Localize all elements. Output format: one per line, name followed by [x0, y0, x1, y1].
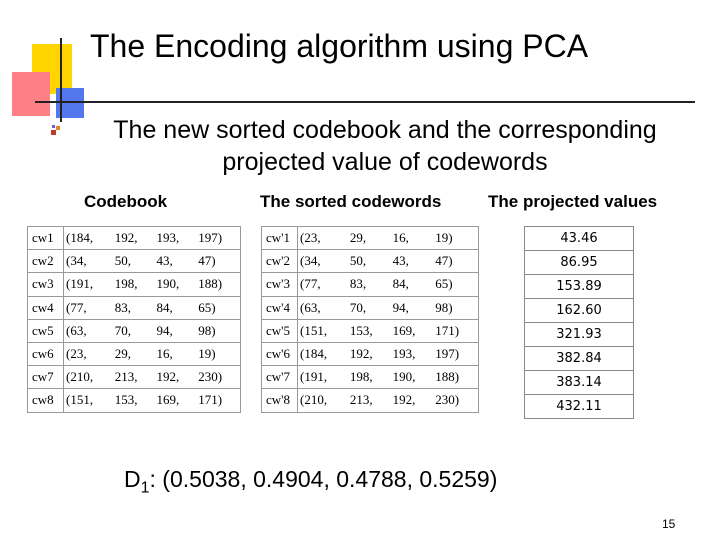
sorted-codeword-row [262, 250, 479, 273]
sorted-codeword-row [262, 319, 479, 342]
projected-value: 153.89 [525, 275, 634, 299]
codeword-value: 65) [433, 273, 478, 296]
codeword-value: 192, [113, 227, 155, 250]
codebook-row [28, 389, 241, 412]
decor-horizontal-line [35, 101, 695, 103]
page-number: 15 [662, 517, 676, 531]
codeword-value: 50, [113, 250, 155, 273]
codeword-value: 171) [433, 319, 478, 342]
codeword-value: 16, [391, 227, 434, 250]
codeword-value: 153, [348, 319, 391, 342]
codeword-value: 83, [113, 296, 155, 319]
codeword-value: (23, [64, 342, 113, 365]
codeword-value: 190, [391, 366, 434, 389]
codebook-table [27, 226, 241, 413]
projected-value: 382.84 [525, 347, 634, 371]
codeword-value: 230) [196, 366, 240, 389]
codeword-value: 213, [113, 366, 155, 389]
projected-row [525, 299, 634, 323]
codeword-value: 198, [113, 273, 155, 296]
codeword-name: cw'5 [262, 319, 298, 342]
sorted-codeword-row [262, 366, 479, 389]
projected-values-table [524, 226, 634, 419]
codebook-row [28, 296, 241, 319]
codeword-value: 197) [196, 227, 240, 250]
projected-value: 432.11 [525, 395, 634, 419]
codeword-name: cw2 [28, 250, 64, 273]
codeword-value: 169, [391, 319, 434, 342]
sorted-codeword-row [262, 296, 479, 319]
codeword-value: 84, [391, 273, 434, 296]
codeword-value: (210, [64, 366, 113, 389]
projected-value: 383.14 [525, 371, 634, 395]
codeword-value: 65) [196, 296, 240, 319]
codeword-value: (77, [298, 273, 348, 296]
codeword-value: 43, [391, 250, 434, 273]
projected-row [525, 251, 634, 275]
codeword-value: (191, [64, 273, 113, 296]
sorted-codeword-row [262, 227, 479, 250]
sorted-codeword-row [262, 342, 479, 365]
projected-value: 86.95 [525, 251, 634, 275]
codebook-row [28, 342, 241, 365]
codeword-value: 169, [155, 389, 197, 412]
codeword-name: cw'2 [262, 250, 298, 273]
projected-row [525, 347, 634, 371]
codeword-name: cw5 [28, 319, 64, 342]
codeword-value: (63, [64, 319, 113, 342]
projected-value: 321.93 [525, 323, 634, 347]
codeword-name: cw3 [28, 273, 64, 296]
codeword-value: 198, [348, 366, 391, 389]
codeword-name: cw'1 [262, 227, 298, 250]
projection-vector [124, 466, 497, 498]
codeword-value: 94, [155, 319, 197, 342]
sorted-codewords-label: The sorted codewords [260, 192, 442, 211]
codebook-row [28, 366, 241, 389]
sorted-codeword-row [262, 389, 479, 412]
decor-vertical-line [60, 38, 62, 122]
codeword-value: 193, [391, 342, 434, 365]
formula-symbol: D [124, 466, 141, 492]
sorted-codeword-row [262, 273, 479, 296]
codeword-value: (23, [298, 227, 348, 250]
codeword-name: cw'3 [262, 273, 298, 296]
formula-subscript: 1 [140, 479, 150, 497]
codeword-name: cw7 [28, 366, 64, 389]
codeword-value: (34, [64, 250, 113, 273]
projected-values-label: The projected values [488, 192, 658, 211]
codeword-value: 193, [155, 227, 197, 250]
codebook-row [28, 227, 241, 250]
codeword-name: cw1 [28, 227, 64, 250]
codeword-value: 171) [196, 389, 240, 412]
codeword-value: 230) [433, 389, 478, 412]
codeword-name: cw'6 [262, 342, 298, 365]
codeword-name: cw'4 [262, 296, 298, 319]
codeword-value: 94, [391, 296, 434, 319]
codeword-value: (184, [64, 227, 113, 250]
codeword-value: (151, [298, 319, 348, 342]
codebook-row [28, 273, 241, 296]
codeword-value: 83, [348, 273, 391, 296]
codeword-name: cw8 [28, 389, 64, 412]
codeword-name: cw'7 [262, 366, 298, 389]
projected-row [525, 395, 634, 419]
codebook-label: Codebook [84, 192, 168, 211]
codeword-value: (151, [64, 389, 113, 412]
formula-values: : (0.5038, 0.4904, 0.4788, 0.5259) [149, 466, 498, 492]
codeword-value: (191, [298, 366, 348, 389]
codeword-value: 192, [391, 389, 434, 412]
codeword-value: 98) [196, 319, 240, 342]
codebook-row [28, 319, 241, 342]
codeword-value: 47) [196, 250, 240, 273]
codeword-value: 43, [155, 250, 197, 273]
codeword-value: 98) [433, 296, 478, 319]
codeword-value: (184, [298, 342, 348, 365]
codeword-value: 188) [196, 273, 240, 296]
codeword-value: 84, [155, 296, 197, 319]
codeword-value: 70, [113, 319, 155, 342]
projected-row [525, 275, 634, 299]
projected-row [525, 227, 634, 251]
codeword-value: (34, [298, 250, 348, 273]
codeword-value: 29, [348, 227, 391, 250]
codeword-value: 19) [433, 227, 478, 250]
projected-row [525, 323, 634, 347]
codeword-name: cw4 [28, 296, 64, 319]
codeword-value: (210, [298, 389, 348, 412]
codeword-value: 70, [348, 296, 391, 319]
codeword-value: 29, [113, 342, 155, 365]
slide-title: The Encoding algorithm using PCA [90, 28, 589, 64]
codeword-value: 192, [348, 342, 391, 365]
codeword-value: 197) [433, 342, 478, 365]
codeword-value: (63, [298, 296, 348, 319]
codeword-value: 192, [155, 366, 197, 389]
codeword-name: cw6 [28, 342, 64, 365]
sorted-codewords-table [261, 226, 479, 413]
projected-value: 162.60 [525, 299, 634, 323]
codeword-value: 188) [433, 366, 478, 389]
codebook-row [28, 250, 241, 273]
codeword-value: 19) [196, 342, 240, 365]
codeword-value: 213, [348, 389, 391, 412]
slide-subtitle: The new sorted codebook and the corresponding projected value of codewords [113, 116, 657, 176]
codeword-value: 50, [348, 250, 391, 273]
codeword-value: 47) [433, 250, 478, 273]
projected-value: 43.46 [525, 227, 634, 251]
codeword-value: 16, [155, 342, 197, 365]
codeword-value: 190, [155, 273, 197, 296]
codeword-value: (77, [64, 296, 113, 319]
codeword-value: 153, [113, 389, 155, 412]
decor-pink-square [12, 72, 50, 116]
projected-row [525, 371, 634, 395]
codeword-name: cw'8 [262, 389, 298, 412]
